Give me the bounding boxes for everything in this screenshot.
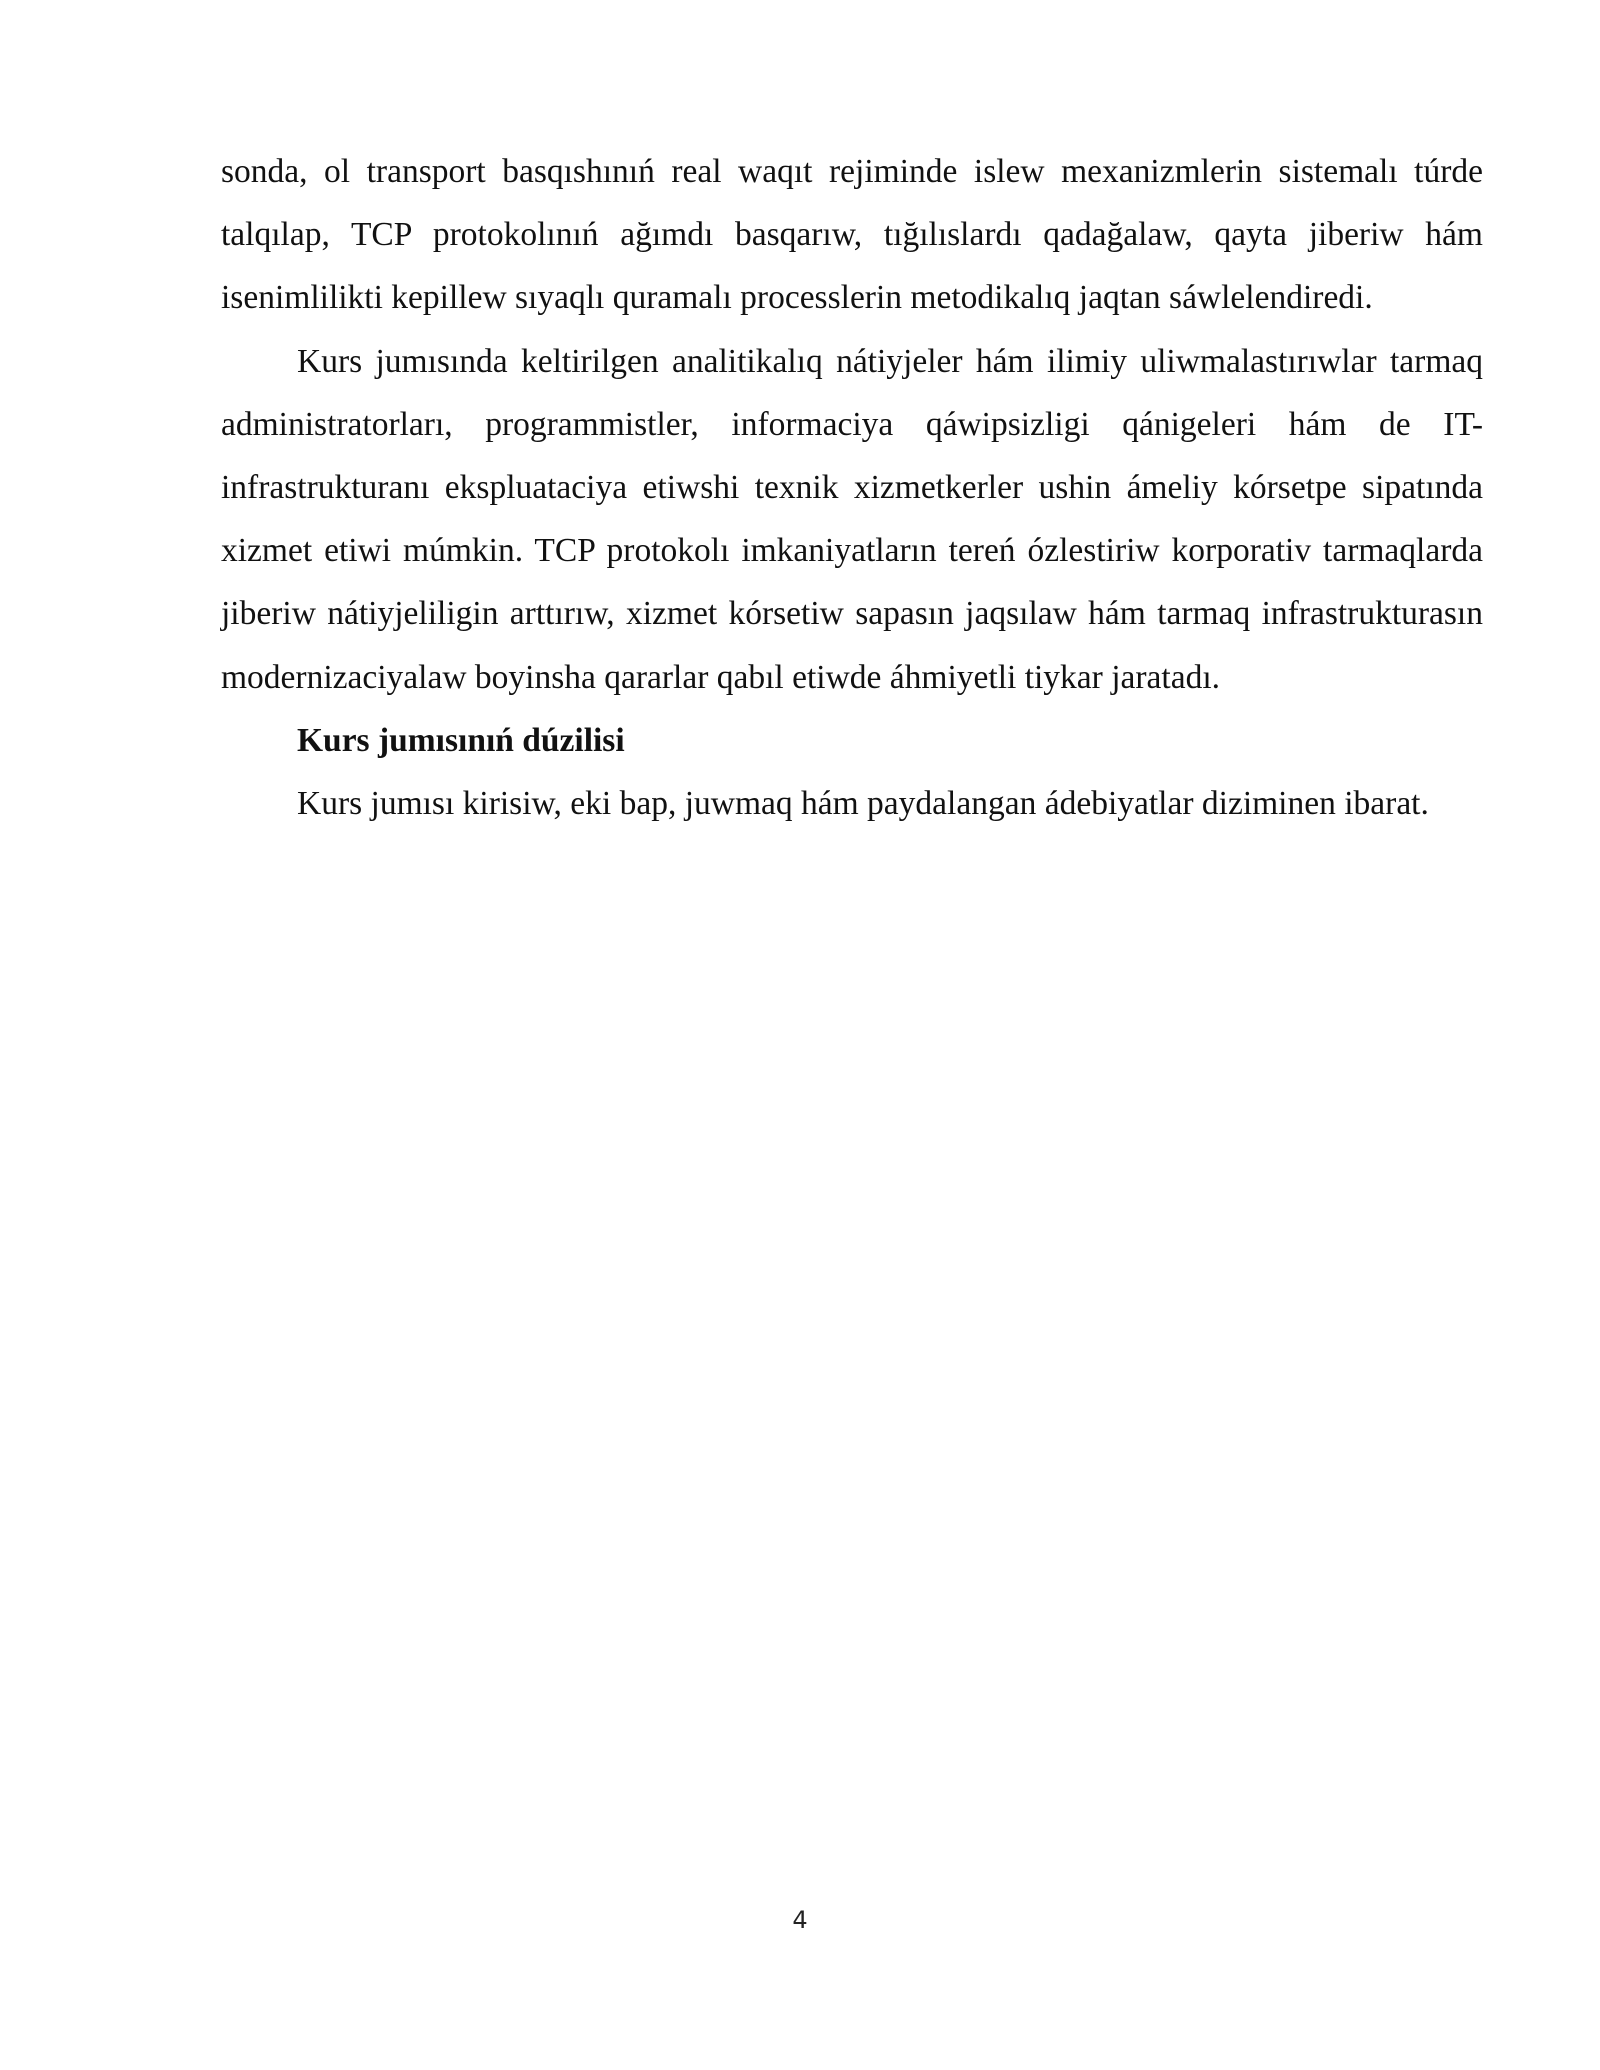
page-number: 4 (792, 1906, 808, 1934)
section-heading: Kurs jumısınıń dúzilisi (297, 721, 625, 759)
paragraph-structure: Kurs jumısı kirisiw, eki bap, juwmaq hám paydalangan ádebiyatlar diziminen ibarat. (297, 785, 1429, 823)
paragraph-continuation: sonda, ol transport basqıshınıń real waqıt rejiminde islew mexanizmlerin sistemalı túrde talqılap, TCP protokolınıń ağımdı basqarıw, tığılıslardı qadağalaw, qayta jiberiw hám isenimlilikti kepillew sıyaqlı quramalı processlerin metodikalıq jaqtan sáwlelendiredi. (221, 153, 1483, 317)
paragraph-results: Kurs jumısında keltirilgen analitikalıq nátiyjeler hám ilimiy uliwmalastırıwlar tarmaq administratorları, programmistler, informaciya qáwipsizligi qánigeleri hám de IT-infrastrukturanı ekspluataciya etiwshi texnik xizmetkerler ushin ámeliy kórsetpe sipatında xizmet etiwi múmkin. TCP protokolı imkaniyatların tereń ózlestiriw korporativ tarmaqlarda jiberiw nátiyjeliligin arttırıw, xizmet kórsetiw sapasın jaqsılaw hám tarmaq infrastrukturasın modernizaciyalaw boyinsha qararlar qabıl etiwde áhmiyetli tiykar jaratadı. (221, 342, 1483, 696)
document-body (221, 140, 1483, 835)
